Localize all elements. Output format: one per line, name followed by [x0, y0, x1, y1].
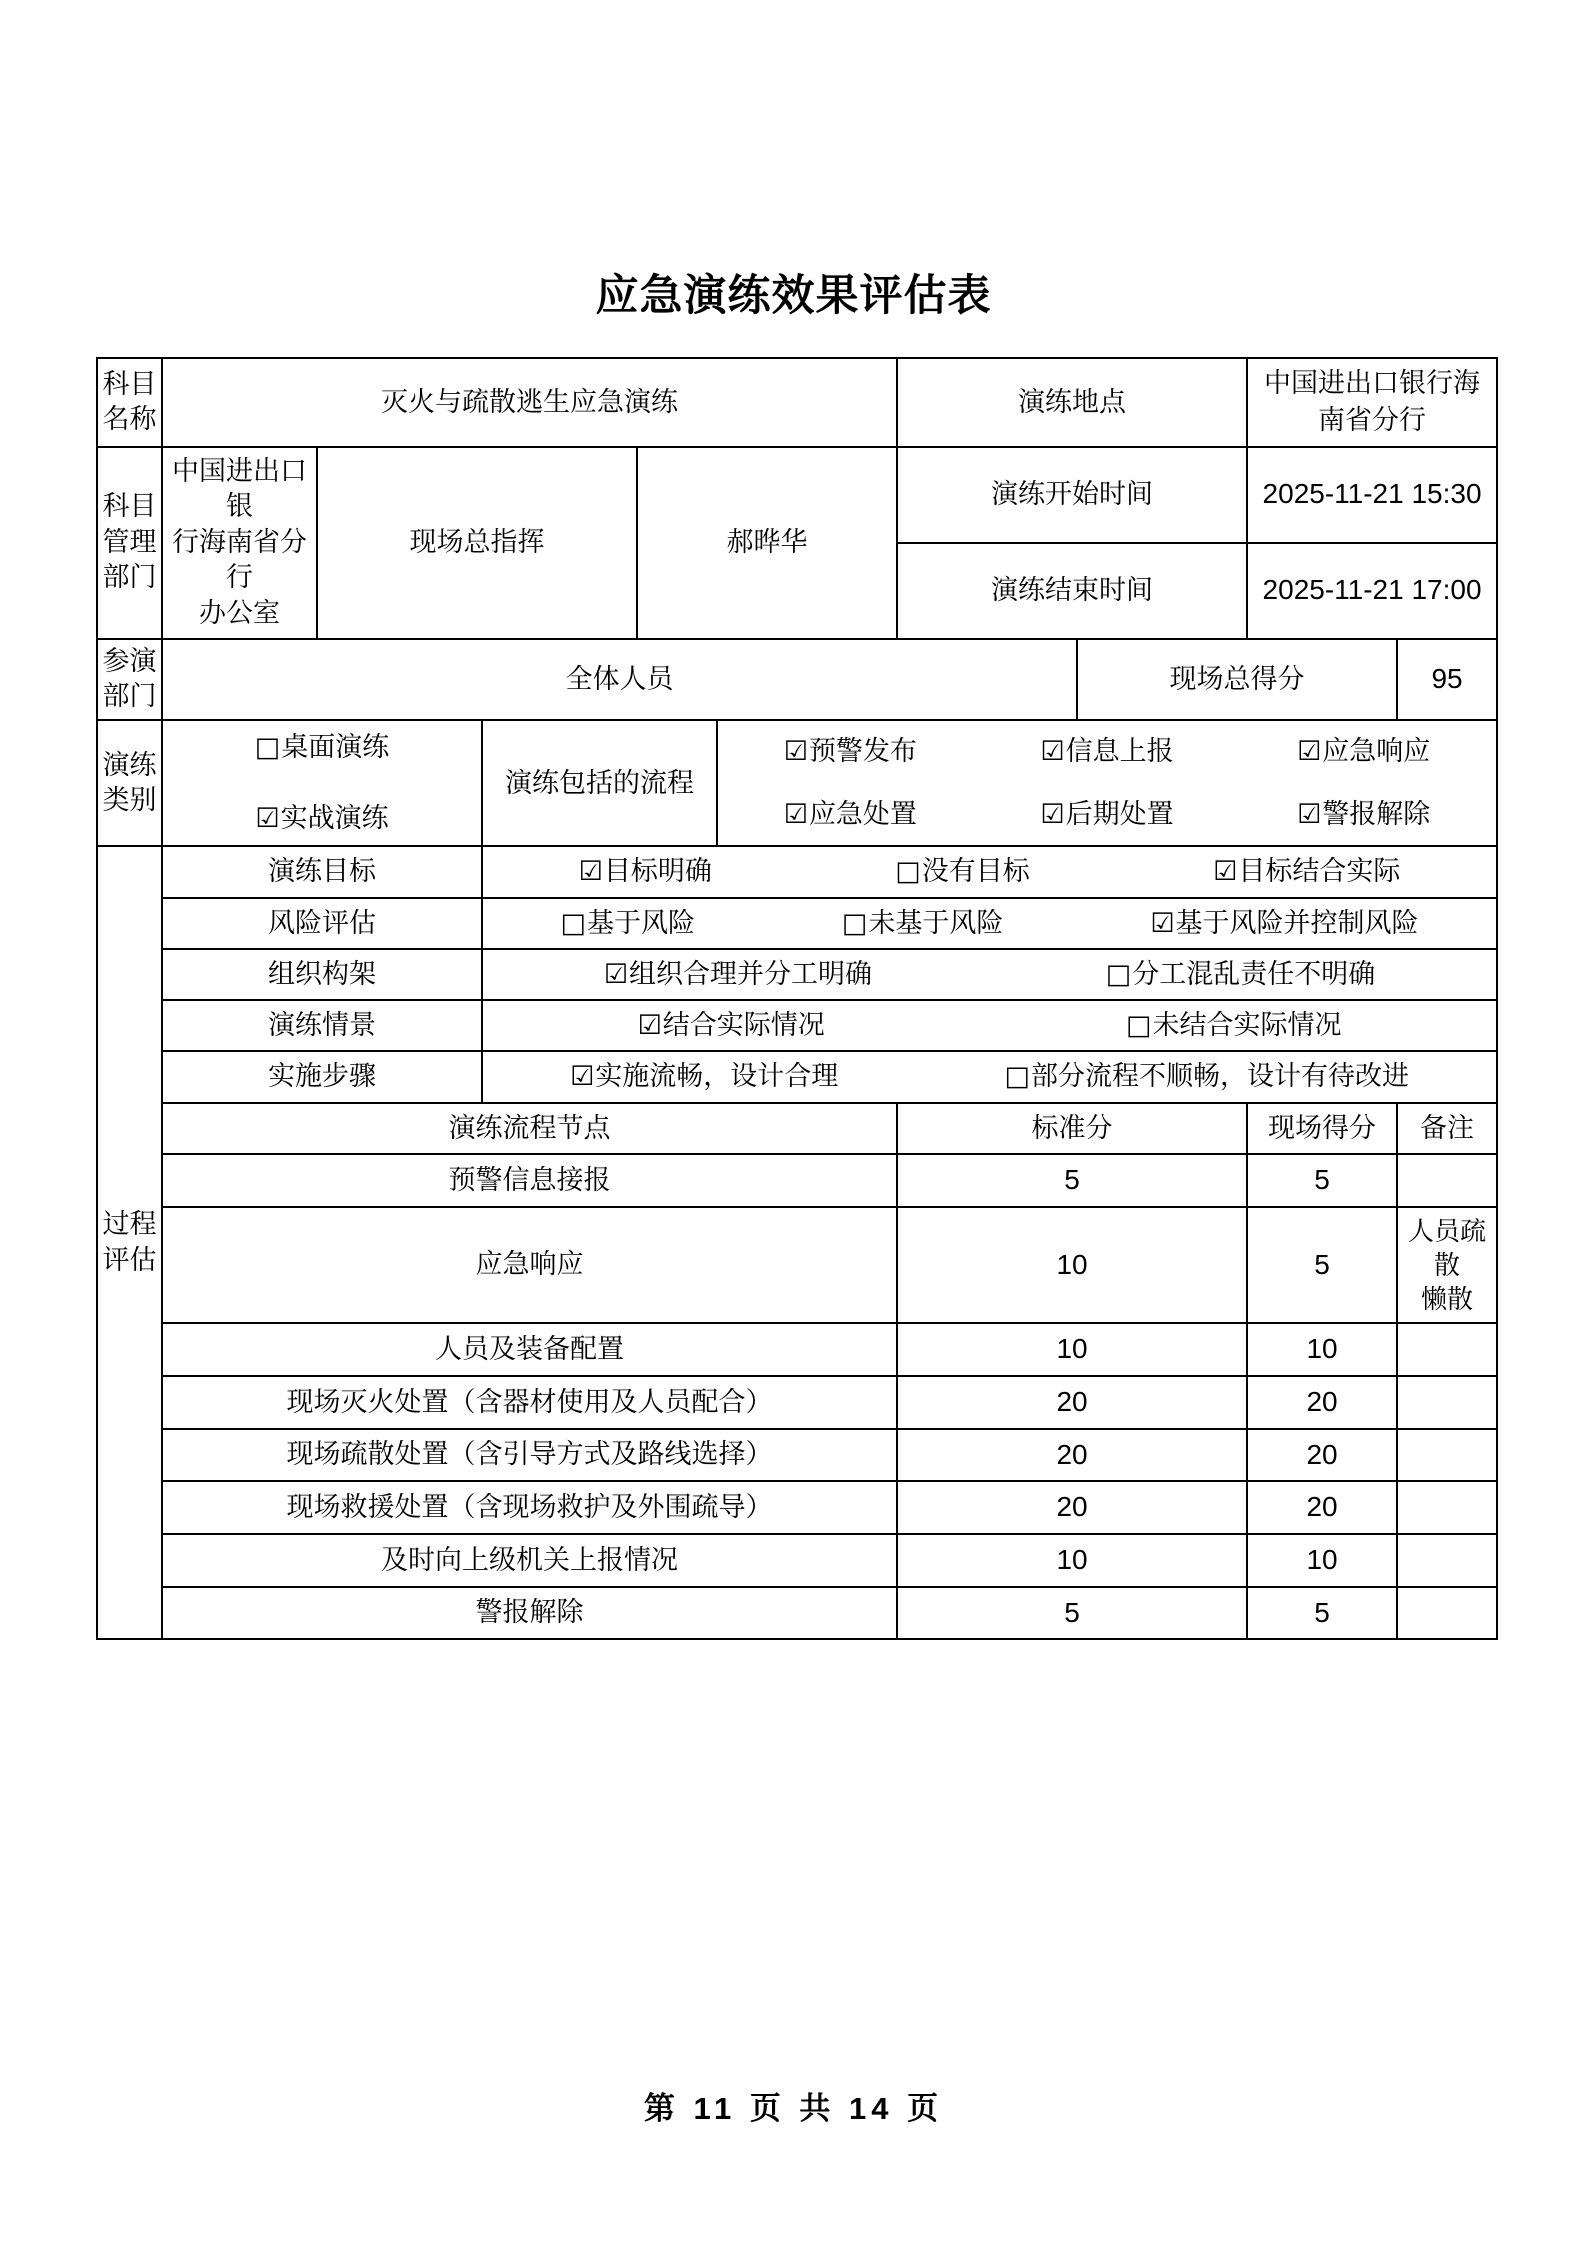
- subject-name-value: 灭火与疏散逃生应急演练: [162, 358, 897, 447]
- checkbox-icon: ☑: [1213, 856, 1238, 888]
- score-actual: 10: [1247, 1534, 1397, 1587]
- score-standard: 20: [897, 1376, 1247, 1429]
- process-included-label: 演练包括的流程: [482, 720, 717, 847]
- checkbox-objective-practical[interactable]: [1213, 853, 1400, 890]
- checkbox-label: 没有目标: [921, 856, 1030, 887]
- score-header-standard: 标准分: [897, 1103, 1247, 1154]
- score-standard: 10: [897, 1207, 1247, 1324]
- table-row-criteria-objective: [97, 846, 1497, 897]
- checkbox-icon: ☑: [1040, 735, 1065, 767]
- checkbox-alarm-clear[interactable]: [1297, 796, 1430, 833]
- checkbox-icon: ☑: [1150, 907, 1175, 939]
- dept-label: [97, 447, 162, 639]
- criteria-options-risk: [482, 898, 1497, 949]
- criteria-name-steps: 实施步骤: [162, 1051, 482, 1102]
- checkbox-org-chaotic[interactable]: [1106, 956, 1376, 993]
- checkbox-label: 实战演练: [280, 803, 389, 834]
- criteria-option-list: [487, 1058, 1492, 1095]
- table-row-criteria-organization: [97, 949, 1497, 1000]
- score-actual: 5: [1247, 1154, 1397, 1207]
- score-actual: 10: [1247, 1323, 1397, 1376]
- checkbox-icon: □: [895, 856, 921, 888]
- score-note: [1397, 1376, 1497, 1429]
- table-row-criteria-steps: [97, 1051, 1497, 1102]
- score-node: 现场救援处置（含现场救护及外围疏导）: [162, 1481, 897, 1534]
- score-note-text: 人员疏散 懒散: [1408, 1215, 1487, 1315]
- checkbox-risk-based-controlled[interactable]: [1150, 905, 1418, 942]
- checkbox-label: 后期处置: [1065, 799, 1174, 830]
- score-node: 现场疏散处置（含引导方式及路线选择）: [162, 1429, 897, 1482]
- drill-type-label: [97, 720, 162, 847]
- score-note: [1397, 1534, 1497, 1587]
- checkbox-risk-not-based[interactable]: [842, 905, 1004, 942]
- checkbox-scenario-unrealistic[interactable]: [1126, 1007, 1342, 1044]
- dept-value: [162, 447, 317, 639]
- table-row-subject-name: [97, 358, 1497, 447]
- checkbox-label: 未基于风险: [868, 907, 1004, 938]
- score-note: [1397, 1154, 1497, 1207]
- location-label: 演练地点: [897, 358, 1247, 447]
- score-node: 及时向上级机关上报情况: [162, 1534, 897, 1587]
- table-row: [97, 1323, 1497, 1376]
- score-note: [1397, 1207, 1497, 1324]
- score-node: 应急响应: [162, 1207, 897, 1324]
- checkbox-label: 目标结合实际: [1238, 856, 1401, 887]
- checkbox-icon: ☑: [570, 1061, 595, 1093]
- page-footer: 第 11 页 共 14 页: [643, 2091, 944, 2126]
- score-node: 现场灭火处置（含器材使用及人员配合）: [162, 1376, 897, 1429]
- subject-name-label-text: 科目 名称: [102, 368, 157, 435]
- checkbox-icon: ☑: [1297, 799, 1322, 831]
- end-time-label: 演练结束时间: [897, 543, 1247, 639]
- score-note: [1397, 1323, 1497, 1376]
- table-row-participants: [97, 639, 1497, 720]
- score-standard: 5: [897, 1154, 1247, 1207]
- checkbox-label: 预警发布: [808, 735, 917, 766]
- table-row-drill-type: [97, 720, 1497, 847]
- table-row: [97, 1587, 1497, 1640]
- table-row: [97, 1207, 1497, 1324]
- score-standard: 10: [897, 1323, 1247, 1376]
- score-node: 预警信息接报: [162, 1154, 897, 1207]
- end-time-value: 2025-11-21 17:00: [1247, 543, 1497, 639]
- checkbox-label: 未结合实际情况: [1152, 1010, 1342, 1041]
- checkbox-icon: ☑: [1040, 799, 1065, 831]
- checkbox-icon: □: [1105, 958, 1132, 990]
- checkbox-post-handling[interactable]: [1040, 796, 1173, 833]
- score-note: [1397, 1481, 1497, 1534]
- checkbox-label: 警报解除: [1322, 799, 1431, 830]
- participants-value: 全体人员: [162, 639, 1077, 720]
- total-score-value: 95: [1397, 639, 1497, 720]
- checkbox-icon: □: [1004, 1061, 1030, 1093]
- criteria-option-list: [487, 905, 1492, 942]
- checkbox-risk-based[interactable]: [560, 905, 695, 942]
- participants-label: [97, 639, 162, 720]
- table-row: [97, 1154, 1497, 1207]
- checkbox-icon: ☑: [783, 799, 808, 831]
- criteria-name-organization: 组织构架: [162, 949, 482, 1000]
- process-eval-label-text: 过程 评估: [102, 1209, 157, 1275]
- criteria-name-scenario: 演练情景: [162, 1000, 482, 1051]
- participants-label-text: 参演 部门: [102, 645, 157, 712]
- process-option-row-2: [722, 796, 1492, 833]
- table-row-score-header: [97, 1103, 1497, 1154]
- commander-value: 郝晔华: [637, 447, 897, 639]
- checkbox-icon: □: [1125, 1010, 1152, 1042]
- checkbox-label: 基于风险并控制风险: [1175, 907, 1419, 938]
- score-header-note: 备注: [1397, 1103, 1497, 1154]
- process-option-row-1: [722, 733, 1492, 770]
- checkbox-icon: ☑: [783, 735, 808, 767]
- dept-value-text: 中国进出口银 行海南省分行 办公室: [172, 455, 307, 628]
- score-standard: 20: [897, 1481, 1247, 1534]
- score-actual: 20: [1247, 1376, 1397, 1429]
- criteria-option-list: [487, 956, 1492, 993]
- start-time-value: 2025-11-21 15:30: [1247, 447, 1497, 543]
- score-node: 人员及装备配置: [162, 1323, 897, 1376]
- checkbox-icon: □: [560, 907, 586, 939]
- checkbox-objective-none[interactable]: [895, 853, 1030, 890]
- score-header-actual: 现场得分: [1247, 1103, 1397, 1154]
- checkbox-steps-needs-improvement[interactable]: [1004, 1058, 1409, 1095]
- criteria-option-list: [487, 853, 1492, 890]
- checkbox-label: 目标明确: [603, 856, 712, 887]
- checkbox-emergency-response[interactable]: [1297, 733, 1430, 770]
- total-score-label: 现场总得分: [1077, 639, 1397, 720]
- checkbox-warning-release[interactable]: [784, 733, 917, 770]
- process-eval-label: [97, 846, 162, 1639]
- checkbox-scenario-realistic[interactable]: [638, 1007, 825, 1044]
- checkbox-label: 分工混乱责任不明确: [1132, 958, 1376, 989]
- table-row-criteria-scenario: [97, 1000, 1497, 1051]
- score-actual: 20: [1247, 1481, 1397, 1534]
- score-note: [1397, 1429, 1497, 1482]
- criteria-options-scenario: [482, 1000, 1497, 1051]
- checkbox-icon: ☑: [255, 803, 280, 835]
- checkbox-icon: □: [841, 907, 868, 939]
- criteria-options-steps: [482, 1051, 1497, 1102]
- checkbox-label: 信息上报: [1065, 735, 1174, 766]
- drill-type-option-list: [167, 729, 477, 838]
- checkbox-label: 桌面演练: [281, 731, 390, 762]
- checkbox-icon: ☑: [1297, 735, 1322, 767]
- checkbox-label: 基于风险: [586, 907, 695, 938]
- score-standard: 20: [897, 1429, 1247, 1482]
- score-header-node: 演练流程节点: [162, 1103, 897, 1154]
- checkbox-label: 部分流程不顺畅，设计有待改进: [1030, 1061, 1409, 1092]
- page-title: 应急演练效果评估表: [595, 272, 992, 320]
- checkbox-icon: □: [254, 731, 281, 763]
- checkbox-objective-clear[interactable]: [579, 853, 712, 890]
- checkbox-tabletop-drill[interactable]: [255, 729, 390, 766]
- checkbox-icon: ☑: [578, 856, 603, 888]
- criteria-name-risk: 风险评估: [162, 898, 482, 949]
- commander-label: 现场总指挥: [317, 447, 637, 639]
- checkbox-emergency-handling[interactable]: [784, 796, 917, 833]
- score-node: 警报解除: [162, 1587, 897, 1640]
- checkbox-org-reasonable[interactable]: [604, 956, 872, 993]
- table-row: [97, 1429, 1497, 1482]
- drill-type-label-text: 演练 类别: [102, 749, 157, 816]
- process-option-grid: [722, 727, 1492, 840]
- checkbox-icon: ☑: [637, 1010, 662, 1042]
- drill-type-options: [162, 720, 482, 847]
- criteria-options-objective: [482, 846, 1497, 897]
- score-standard: 5: [897, 1587, 1247, 1640]
- location-value: 中国进出口银行海南省分行: [1247, 358, 1497, 447]
- criteria-name-objective: 演练目标: [162, 846, 482, 897]
- checkbox-steps-smooth[interactable]: [570, 1058, 838, 1095]
- subject-name-label: [97, 358, 162, 447]
- table-row: [97, 1376, 1497, 1429]
- checkbox-live-drill[interactable]: [255, 800, 388, 837]
- evaluation-table: [96, 357, 1498, 1640]
- table-row: [97, 1481, 1497, 1534]
- checkbox-label: 应急响应: [1322, 735, 1431, 766]
- dept-label-text: 科目 管理 部门: [102, 491, 157, 593]
- score-actual: 5: [1247, 1587, 1397, 1640]
- checkbox-label: 应急处置: [808, 799, 917, 830]
- checkbox-label: 组织合理并分工明确: [629, 958, 873, 989]
- checkbox-label: 实施流畅，设计合理: [595, 1061, 839, 1092]
- checkbox-icon: ☑: [603, 958, 629, 990]
- score-standard: 10: [897, 1534, 1247, 1587]
- table-row: [97, 1534, 1497, 1587]
- criteria-option-list: [487, 1007, 1492, 1044]
- score-note: [1397, 1587, 1497, 1640]
- process-included-options: [717, 720, 1497, 847]
- checkbox-label: 结合实际情况: [662, 1010, 825, 1041]
- table-row-department: [97, 447, 1497, 543]
- table-row-criteria-risk: [97, 898, 1497, 949]
- score-actual: 5: [1247, 1207, 1397, 1324]
- score-actual: 20: [1247, 1429, 1397, 1482]
- criteria-options-organization: [482, 949, 1497, 1000]
- checkbox-info-report[interactable]: [1040, 733, 1173, 770]
- start-time-label: 演练开始时间: [897, 447, 1247, 543]
